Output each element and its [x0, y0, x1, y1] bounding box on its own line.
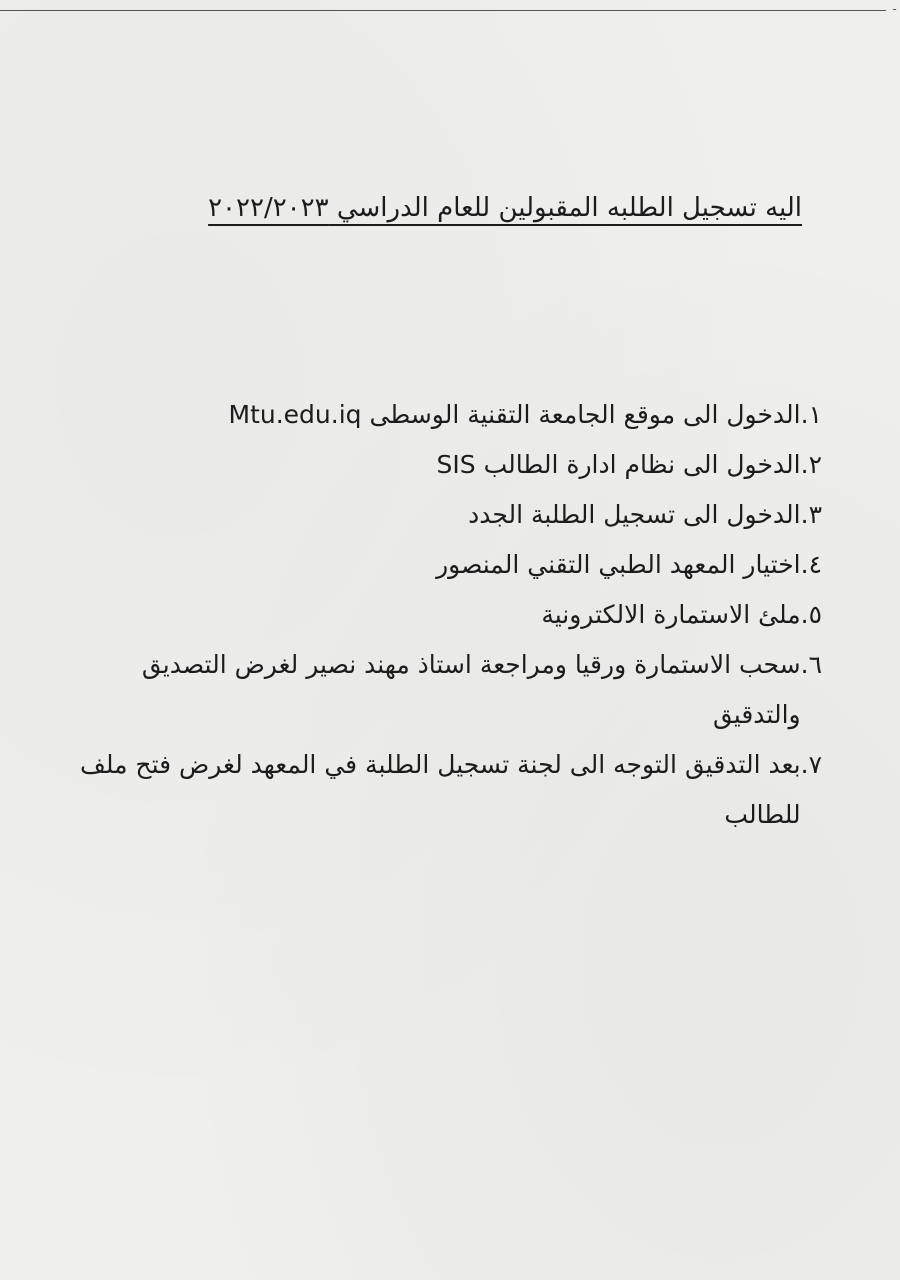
step-text: الدخول الى موقع الجامعة التقنية الوسطى Mtu.edu.iq	[228, 400, 801, 429]
step-number: ٧.	[800, 750, 822, 779]
top-border-line	[0, 10, 886, 11]
step-item-5	[62, 590, 822, 640]
step-item-1	[62, 390, 822, 440]
step-item-4	[62, 540, 822, 590]
step-text: الدخول الى تسجيل الطلبة الجدد	[468, 500, 801, 529]
step-number: ١.	[800, 400, 822, 429]
step-number: ٤.	[800, 550, 822, 579]
step-number: ٣.	[800, 500, 822, 529]
step-item-7	[62, 740, 822, 840]
step-number: ٥.	[800, 600, 822, 629]
step-text: الدخول الى نظام ادارة الطالب SIS	[436, 450, 801, 479]
step-text: سحب الاستمارة ورقيا ومراجعة استاذ مهند نصير لغرض التصديق والتدقيق	[141, 650, 801, 729]
step-text: اختيار المعهد الطبي التقني المنصور	[436, 550, 801, 579]
document-title: اليه تسجيل الطلبه المقبولين للعام الدراسي ٢٠٢٢/٢٠٢٣	[208, 193, 802, 223]
step-item-6	[62, 640, 822, 740]
registration-steps-list	[62, 390, 822, 840]
step-item-3	[62, 490, 822, 540]
step-text: ملئ الاستمارة الالكترونية	[541, 600, 801, 629]
step-item-2	[62, 440, 822, 490]
step-number: ٢.	[800, 450, 822, 479]
step-text: بعد التدقيق التوجه الى لجنة تسجيل الطلبة في المعهد لغرض فتح ملف للطالب	[79, 750, 801, 829]
corner-mark: ـ	[893, 2, 896, 13]
step-number: ٦.	[800, 650, 822, 679]
